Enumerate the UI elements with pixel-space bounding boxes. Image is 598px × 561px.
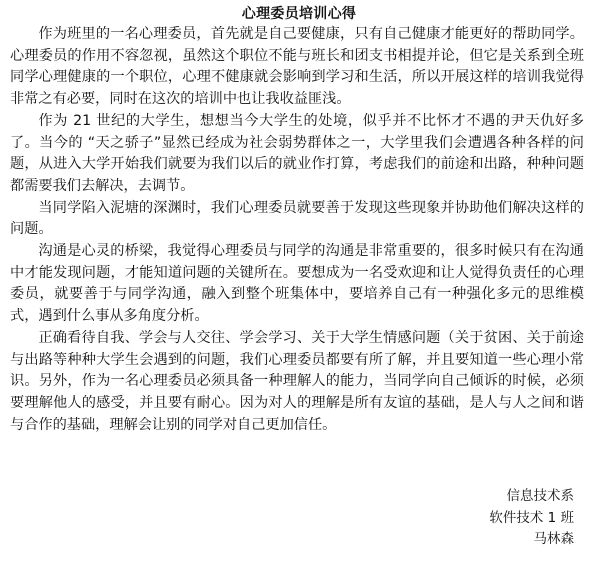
signature-class: 软件技术 1 班 — [489, 509, 574, 526]
paragraph-1: 作为班里的一名心理委员，首先就是自己要健康，只有自己健康才能更好的帮助同学。心理委员的作用不容忽视，虽然这个职位不能与班长和团支书相提并论，但它是关系到全班同学心理健康的一个职位，心理不健康就会影响到学习和生活，所以开展这样的培训我觉得非常之有必要，同时在这次的培训中也让我收益匪浅。 — [10, 26, 584, 108]
signature-author: 马林森 — [533, 531, 574, 547]
paragraph-2: 作为 21 世纪的大学生，想想当今大学生的处境，似乎并不比怀才不遇的尹天仇好多了。当今的 “天之骄子”显然已经成为社会弱势群体之一，大学里我们会遭遇各种各样的问题，从进入大学开始我们就要为我们以后的就业作打算，考虑我们的前途和出路，种种问题都需要我们去解决，去调节。 — [10, 112, 584, 194]
paragraph-5: 正确看待自我、学会与人交往、学会学习、关于大学生情感问题（关于贫困、关于前途与出路等种种大学生会遇到的问题，我们心理委员都要有所了解，并且要知道一些心理小常识。另外，作为一名心理委员必须具备一种理解人的能力，当同学向自己倾诉的时候，必须要理解他人的感受，并且要有耐心。因为对人的理解是所有友谊的基础，是人与人之间和谐与合作的基础，理解会让别的同学对自己更加信任。 — [10, 329, 584, 433]
document-title: 心理委员培训心得 — [241, 6, 357, 22]
signature-block — [489, 486, 574, 551]
document-body — [10, 24, 584, 436]
signature-department: 信息技术系 — [506, 488, 574, 504]
paragraph-4: 沟通是心灵的桥梁，我觉得心理委员与同学的沟通是非常重要的，很多时候只有在沟通中才能发现问题，才能知道问题的关键所在。要想成为一名受欢迎和让人觉得负责任的心理委员，就要善于与同学沟通，融入到整个班集体中，要培养自己有一种强化多元的思维模式，遇到什么事从多角度分析。 — [10, 243, 584, 325]
paragraph-3: 当同学陷入泥塘的深渊时，我们心理委员就要善于发现这些现象并协助他们解决这样的问题。 — [10, 199, 584, 238]
